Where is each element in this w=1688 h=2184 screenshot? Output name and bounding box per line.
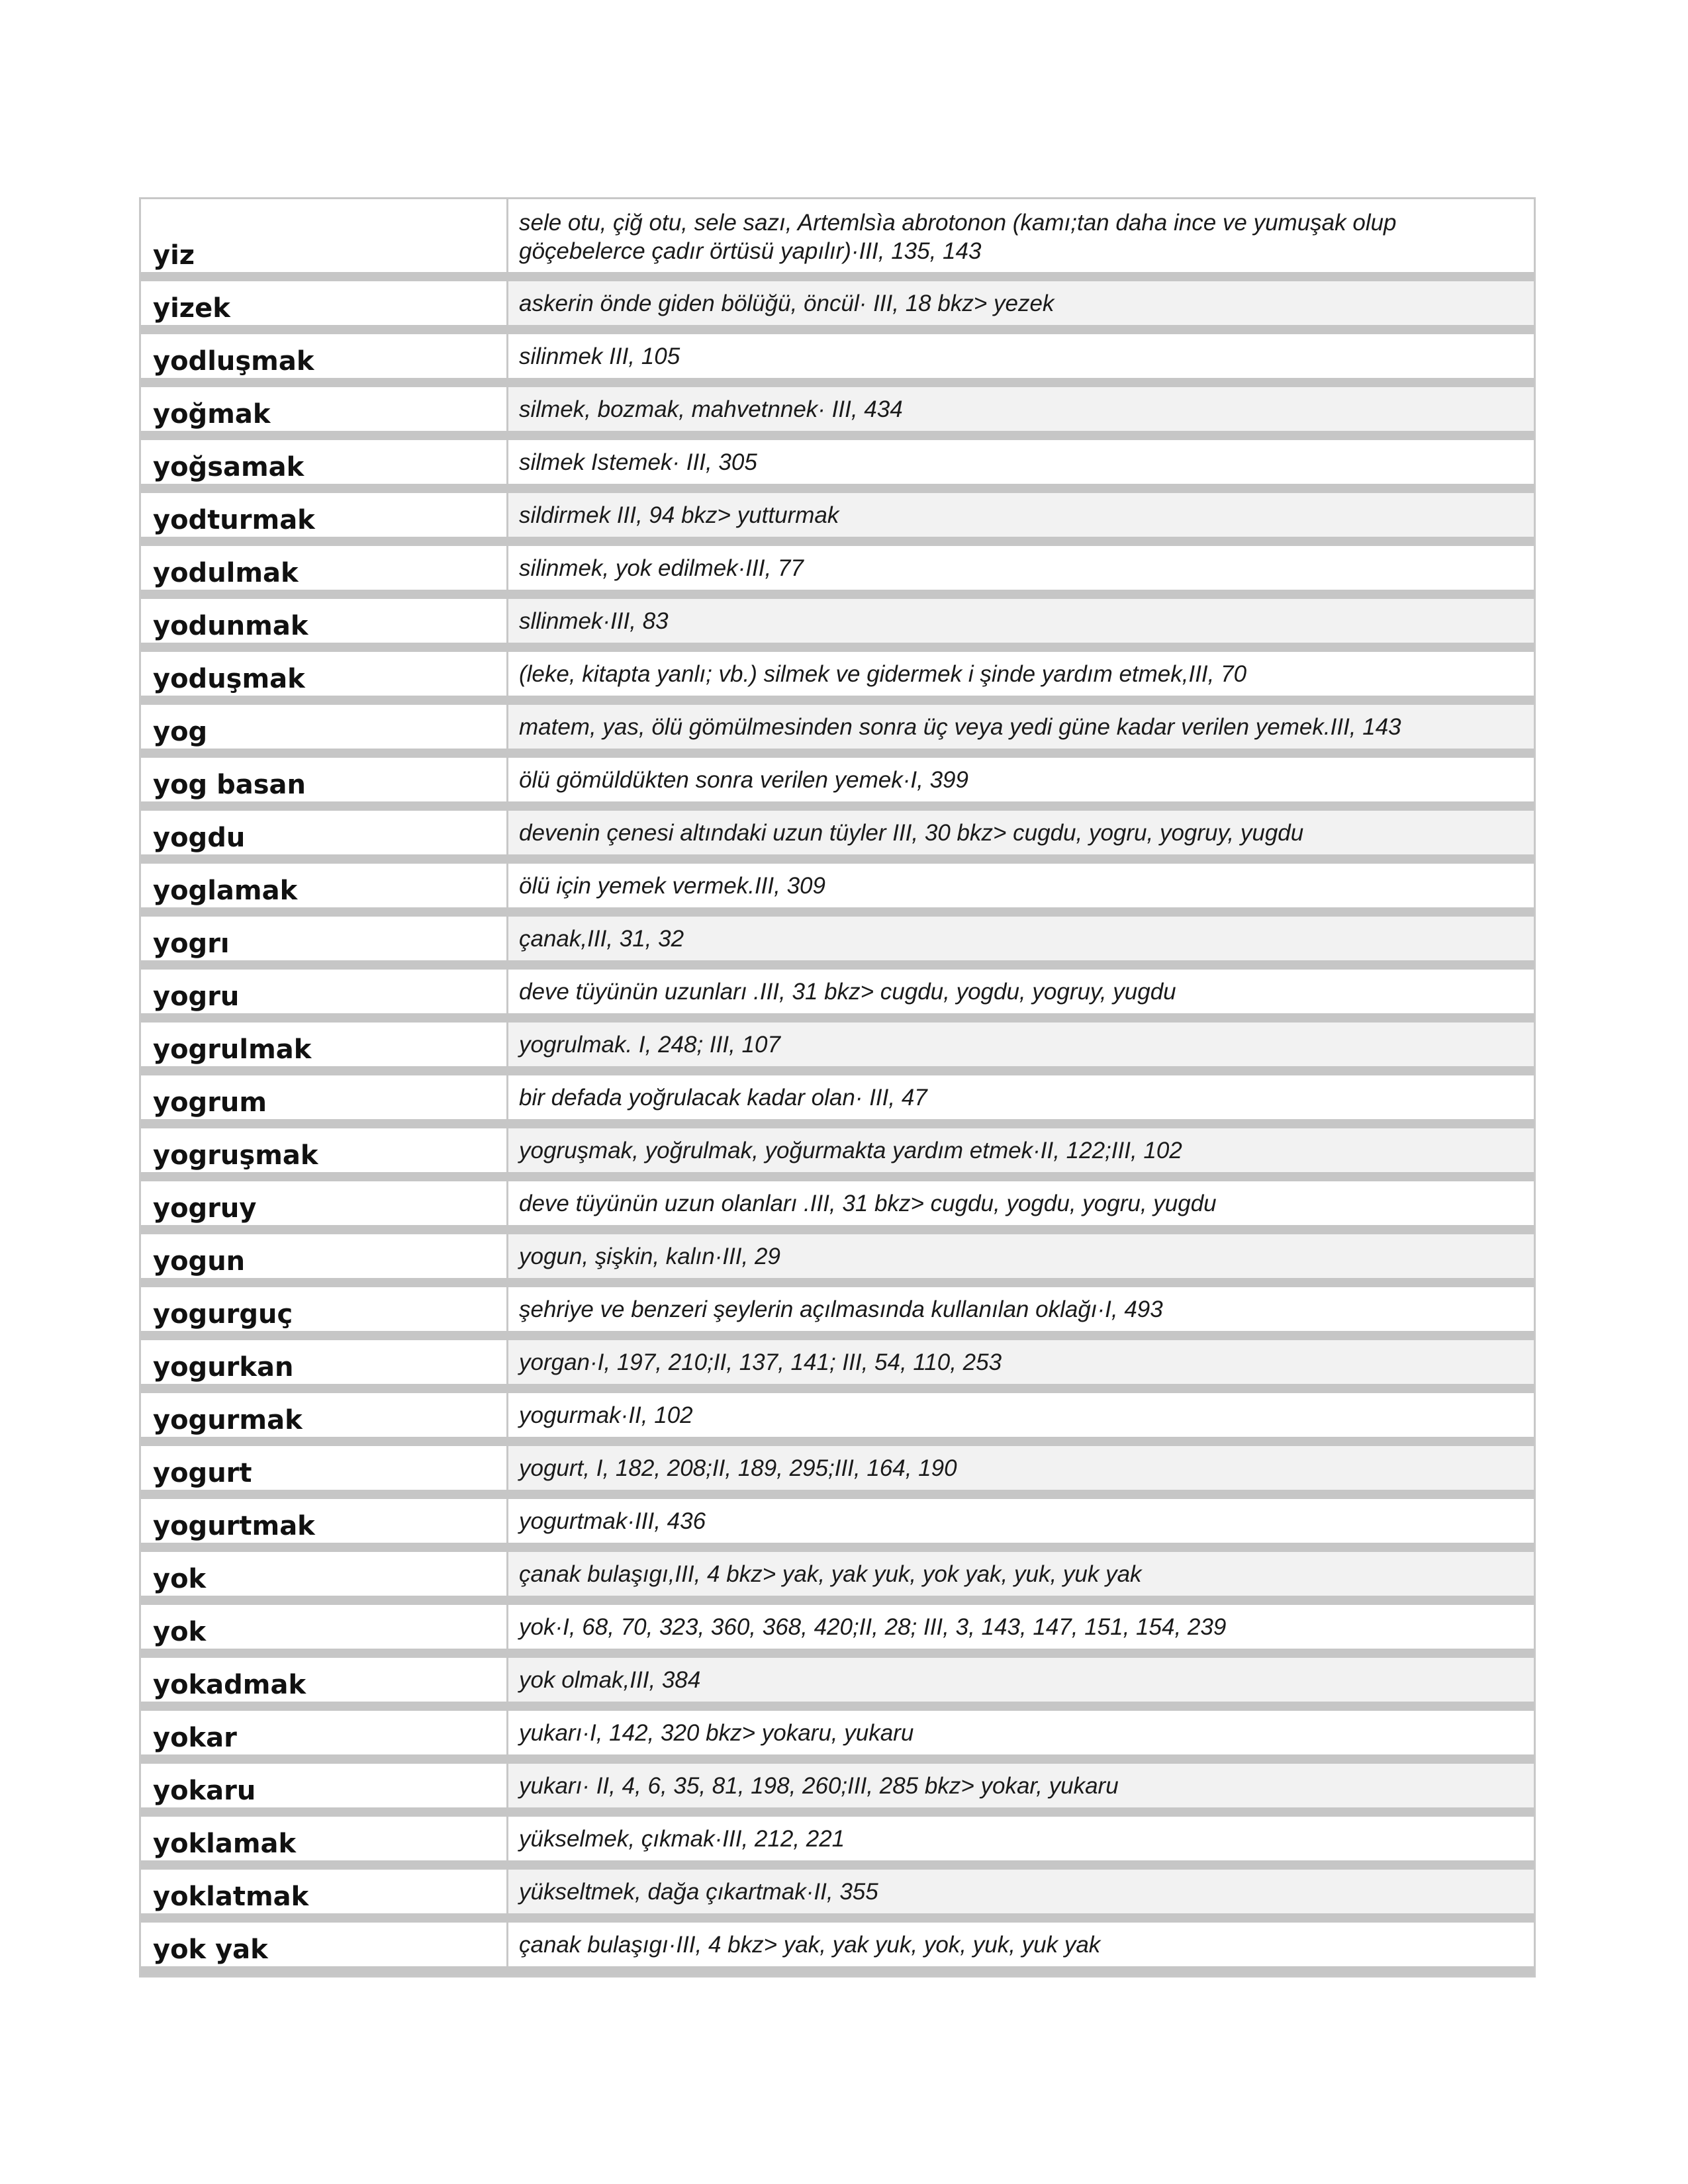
table-row — [141, 1923, 1534, 1976]
entry-term: yodunmak — [141, 599, 508, 643]
entry-definition: yükseltmek, dağa çıkartmak·II, 355 — [508, 1870, 1534, 1913]
entry-definition: askerin önde giden bölüğü, öncül· III, 18 bkz> yezek — [508, 281, 1534, 325]
table-row — [141, 1181, 1534, 1234]
glossary-table — [139, 197, 1536, 1978]
entry-term: yoduşmak — [141, 652, 508, 696]
table-row — [141, 1393, 1534, 1446]
table-row — [141, 334, 1534, 387]
entry-definition: deve tüyünün uzunları .III, 31 bkz> cugdu, yogdu, yogruy, yugdu — [519, 978, 1176, 1005]
table-row — [141, 1075, 1534, 1128]
table-row — [141, 440, 1534, 493]
table-row — [141, 1234, 1534, 1287]
entry-definition: yogrulmak. I, 248; III, 107 — [508, 1023, 1534, 1066]
entry-definition: yükselmek, çıkmak·III, 212, 221 — [519, 1825, 845, 1852]
entry-term: yoglamak — [141, 864, 508, 907]
entry-term: yogrum — [141, 1075, 508, 1119]
entry-term: yogdu — [141, 811, 508, 854]
entry-definition: yogurt, I, 182, 208;II, 189, 295;III, 164, 190 — [508, 1446, 1534, 1490]
entry-term: yogurt — [141, 1446, 508, 1490]
table-row — [141, 493, 1534, 546]
entry-term: yodulmak — [141, 546, 508, 590]
table-row — [141, 758, 1534, 811]
entry-definition: (leke, kitapta yanlı; vb.) silmek ve gidermek i şinde yardım etmek,III, 70 — [519, 660, 1247, 687]
entry-term: yoklamak — [141, 1817, 508, 1860]
entry-term: yodluşmak — [141, 334, 508, 378]
entry-term: yogurmak — [141, 1393, 508, 1437]
entry-definition: yukarı·I, 142, 320 bkz> yokaru, yukaru — [519, 1719, 914, 1746]
table-row — [141, 1446, 1534, 1499]
entry-term: yizek — [141, 281, 508, 325]
table-row — [141, 705, 1534, 758]
entry-definition: yogurtmak·III, 436 — [519, 1508, 706, 1534]
entry-term: yiz — [141, 199, 508, 272]
table-row — [141, 864, 1534, 917]
table-row — [141, 1340, 1534, 1393]
table-row — [141, 387, 1534, 440]
table-row — [141, 1552, 1534, 1605]
entry-term: yogurguç — [141, 1287, 508, 1331]
table-row — [141, 917, 1534, 970]
entry-term: yokar — [141, 1711, 508, 1754]
entry-definition: şehriye ve benzeri şeylerin açılmasında kullanılan oklağı·I, 493 — [519, 1296, 1163, 1322]
entry-definition: bir defada yoğrulacak kadar olan· III, 47 — [519, 1084, 927, 1111]
entry-term: yoğsamak — [141, 440, 508, 484]
table-row — [141, 1711, 1534, 1764]
table-row — [141, 546, 1534, 599]
entry-definition: sllinmek·III, 83 — [508, 599, 1534, 643]
entry-term: yogruşmak — [141, 1128, 508, 1172]
entry-definition: deve tüyünün uzun olanları .III, 31 bkz> cugdu, yogdu, yogru, yugdu — [519, 1190, 1217, 1216]
table-row — [141, 1287, 1534, 1340]
entry-term: yogurkan — [141, 1340, 508, 1384]
entry-term: yokaru — [141, 1764, 508, 1807]
table-row — [141, 1605, 1534, 1658]
entry-definition: sildirmek III, 94 bkz> yutturmak — [508, 493, 1534, 537]
entry-definition: yok olmak,III, 384 — [508, 1658, 1534, 1702]
entry-definition: yogurmak·II, 102 — [519, 1402, 693, 1428]
entry-term: yog — [141, 705, 508, 749]
entry-definition: sele otu, çiğ otu, sele sazı, Artemlsìa abrotonon (kamı;tan daha ince ve yumuşak olup göçebelerce çadır örtüsü yapılır)·III, 135, 143 — [519, 210, 1397, 264]
entry-definition: silinmek III, 105 — [519, 343, 680, 369]
table-row — [141, 970, 1534, 1023]
table-row — [141, 199, 1534, 281]
table-row — [141, 1023, 1534, 1075]
entry-term: yok yak — [141, 1923, 508, 1966]
entry-definition: silmek, bozmak, mahvetnnek· III, 434 — [508, 387, 1534, 431]
entry-term: yogruy — [141, 1181, 508, 1225]
entry-definition: yok·I, 68, 70, 323, 360, 368, 420;II, 28; III, 3, 143, 147, 151, 154, 239 — [519, 1614, 1227, 1640]
entry-term: yodturmak — [141, 493, 508, 537]
table-row — [141, 599, 1534, 652]
entry-definition: ölü için yemek vermek.III, 309 — [519, 872, 825, 899]
entry-term: yok — [141, 1552, 508, 1596]
entry-term: yogurtmak — [141, 1499, 508, 1543]
entry-term: yoklatmak — [141, 1870, 508, 1913]
entry-definition: yogun, şişkin, kalın·III, 29 — [508, 1234, 1534, 1278]
entry-term: yokadmak — [141, 1658, 508, 1702]
entry-definition: silinmek, yok edilmek·III, 77 — [519, 555, 804, 581]
entry-term: yogru — [141, 970, 508, 1013]
entry-term: yogrı — [141, 917, 508, 960]
entry-definition: silmek Istemek· III, 305 — [519, 449, 757, 475]
entry-term: yogrulmak — [141, 1023, 508, 1066]
table-row — [141, 1128, 1534, 1181]
entry-term: yoğmak — [141, 387, 508, 431]
entry-definition: yorgan·I, 197, 210;II, 137, 141; III, 54, 110, 253 — [508, 1340, 1534, 1384]
entry-term: yok — [141, 1605, 508, 1649]
entry-definition: devenin çenesi altındaki uzun tüyler III, 30 bkz> cugdu, yogru, yogruy, yugdu — [508, 811, 1534, 854]
entry-definition: çanak,III, 31, 32 — [508, 917, 1534, 960]
entry-definition: yukarı· II, 4, 6, 35, 81, 198, 260;III, 285 bkz> yokar, yukaru — [508, 1764, 1534, 1807]
table-row — [141, 1658, 1534, 1711]
entry-definition: yogruşmak, yoğrulmak, yoğurmakta yardım etmek·II, 122;III, 102 — [508, 1128, 1534, 1172]
table-row — [141, 281, 1534, 334]
table-row — [141, 811, 1534, 864]
entry-definition: ölü gömüldükten sonra verilen yemek·I, 399 — [519, 766, 968, 793]
table-row — [141, 1870, 1534, 1923]
entry-definition: matem, yas, ölü gömülmesinden sonra üç veya yedi güne kadar verilen yemek.III, 143 — [508, 705, 1534, 749]
entry-term: yogun — [141, 1234, 508, 1278]
entry-term: yog basan — [141, 758, 508, 801]
table-row — [141, 1764, 1534, 1817]
entry-definition: çanak bulaşıgı·III, 4 bkz> yak, yak yuk, yok, yuk, yuk yak — [519, 1931, 1101, 1958]
table-row — [141, 652, 1534, 705]
table-row — [141, 1817, 1534, 1870]
table-row — [141, 1499, 1534, 1552]
entry-definition: çanak bulaşıgı,III, 4 bkz> yak, yak yuk, yok yak, yuk, yuk yak — [508, 1552, 1534, 1596]
